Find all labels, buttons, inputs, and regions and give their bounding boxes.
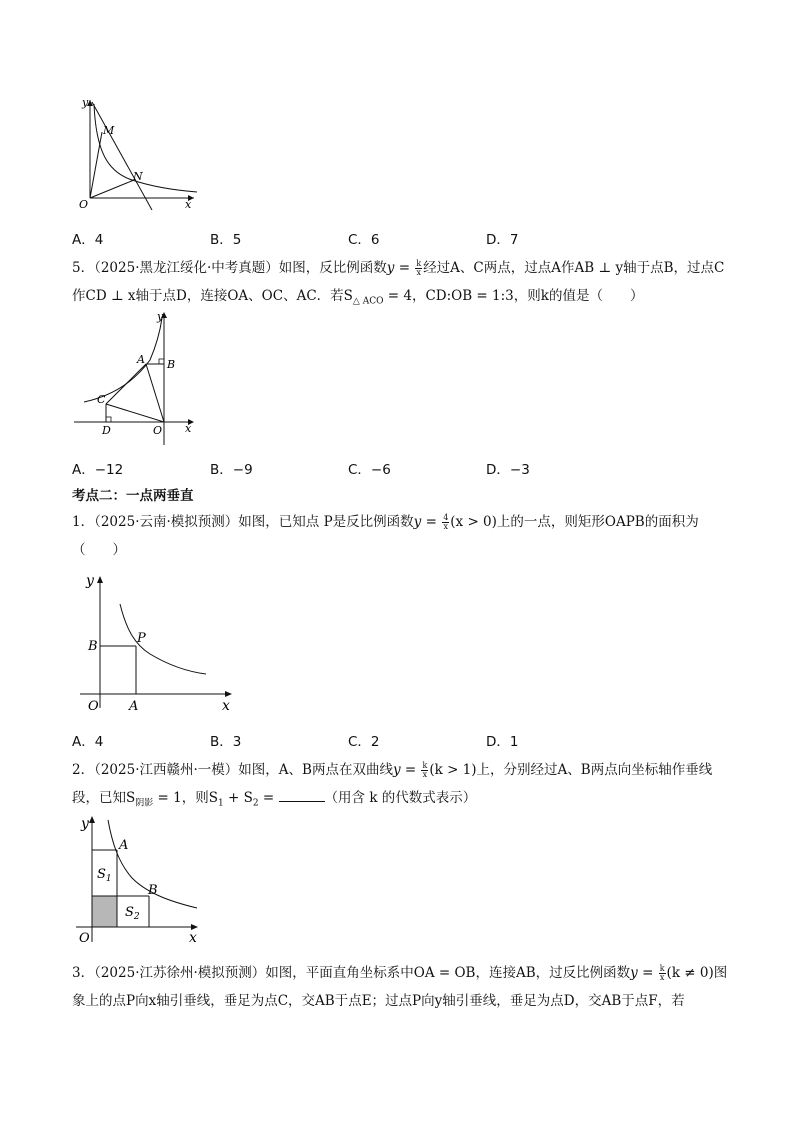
fraction: $\frac{k}{x}$: [422, 761, 428, 779]
label-o: O: [79, 198, 89, 211]
q2-line1: 2．（2025·江西赣州·一模）如图，A、B两点在双曲线y = $\frac{k}{x}$ (k > 1)上，分别经过A、B两点向坐标轴作垂线: [72, 761, 713, 779]
label-a: A: [129, 699, 139, 714]
label-m: M: [103, 124, 115, 137]
fraction: $\frac{k}{x}$: [659, 964, 665, 982]
label-o: O: [88, 699, 99, 714]
option-c[interactable]: C．2: [348, 734, 380, 750]
option-c[interactable]: C．−6: [348, 462, 391, 478]
q5-line2: 作CD ⊥ x轴于点D，连接OA、OC、AC．若$S_{\triangle ACO} = 4$，CD:OB = 1:3，则k的值是（ ）: [72, 288, 644, 307]
label-x: x: [189, 930, 197, 946]
label-b: B: [88, 639, 98, 654]
label-s1: $S_1$: [97, 867, 112, 884]
q1-line2: （ ）: [72, 542, 126, 558]
q3-line1: 3．（2025·江苏徐州·模拟预测）如图，平面直角坐标系中OA = OB，连接AB，过反比例函数y = $\frac{k}{x}$ (k ≠ 0)图: [72, 964, 728, 982]
q3-line2: 象上的点P向x轴引垂线，垂足为点C，交AB于点E；过点P向y轴引垂线，垂足为点D，交AB于点F，若: [72, 993, 685, 1009]
option-c[interactable]: C．6: [348, 232, 380, 248]
option-d[interactable]: D．7: [486, 232, 519, 248]
label-x: x: [222, 698, 230, 714]
label-b: B: [167, 358, 176, 371]
label-p: P: [137, 631, 146, 646]
option-a[interactable]: A．4: [72, 232, 104, 248]
q5-line1: 5．（2025·黑龙江绥化·中考真题）如图，反比例函数y = $\frac{k}{x}$ 经过A、C两点，过点A作AB ⊥ y轴于点B，过点C: [72, 259, 725, 277]
fraction: $\frac{4}{x}$: [443, 513, 449, 531]
option-a[interactable]: A．−12: [72, 462, 124, 478]
label-c: C: [97, 393, 106, 406]
label-y: y: [82, 96, 89, 109]
option-b[interactable]: B．5: [210, 232, 242, 248]
figure-top: [72, 92, 202, 212]
label-o: O: [79, 931, 90, 946]
option-d[interactable]: D．−3: [486, 462, 530, 478]
label-o: O: [153, 424, 163, 437]
label-a: A: [119, 838, 129, 853]
answer-blank[interactable]: [279, 789, 325, 802]
label-x: x: [185, 422, 192, 435]
option-b[interactable]: B．3: [210, 734, 242, 750]
figure-q5: [72, 310, 202, 445]
label-y: y: [157, 310, 164, 323]
label-b: B: [148, 883, 158, 898]
q1-line1: 1．（2025·云南·模拟预测）如图，已知点 P是反比例函数y = $\frac{4}{x}$ (x > 0)上的一点，则矩形OAPB的面积为: [72, 513, 699, 531]
option-d[interactable]: D．1: [486, 734, 519, 750]
label-n: N: [133, 170, 143, 183]
figure-q1: [80, 568, 240, 716]
label-d: D: [102, 424, 111, 437]
option-a[interactable]: A．4: [72, 734, 104, 750]
section-heading: 考点二：一点两垂直: [72, 488, 194, 504]
label-s2: $S_2$: [125, 905, 140, 922]
fraction: $\frac{k}{x}$: [416, 259, 422, 277]
label-y: y: [81, 816, 89, 832]
label-x: x: [185, 198, 192, 211]
label-a: A: [137, 353, 145, 366]
figure-q2: [72, 812, 212, 947]
q2-line2: 段，已知$S_{阴影} = 1$，则$S_1 + S_2$ = （用含 k 的代数式表示）: [72, 790, 477, 809]
option-b[interactable]: B．−9: [210, 462, 253, 478]
label-y: y: [86, 573, 94, 589]
